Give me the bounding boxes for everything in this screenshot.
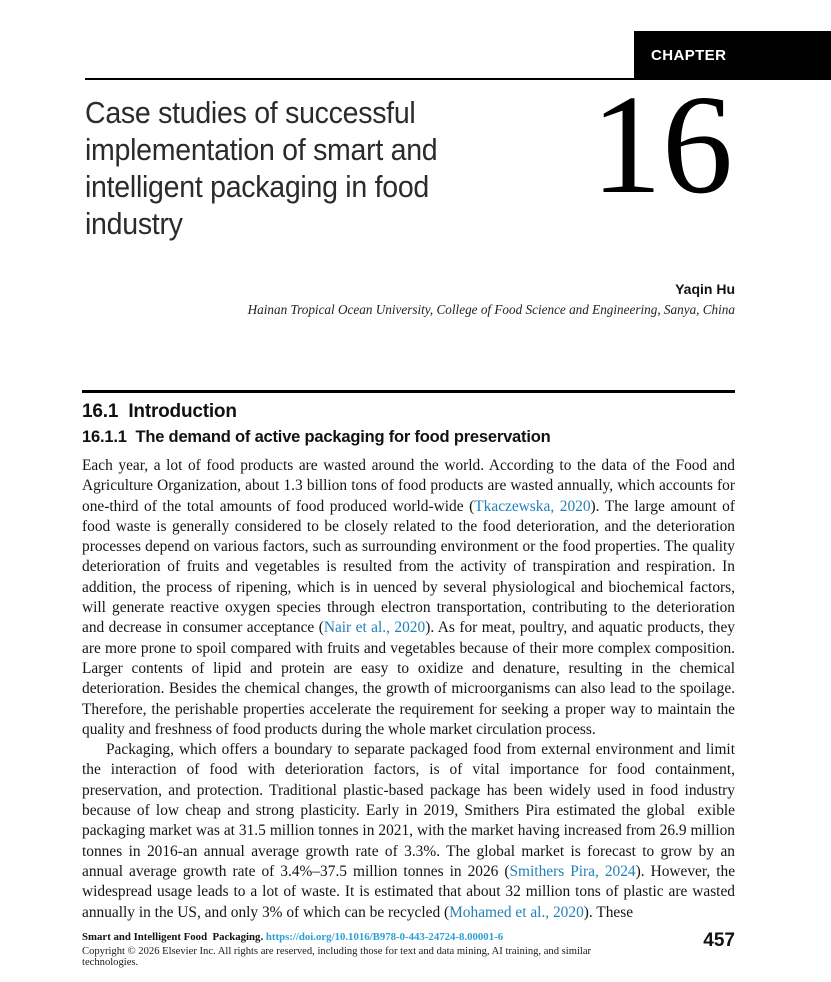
chapter-title-line: implementation of smart and xyxy=(85,132,438,167)
citation-link-mohamed-2020[interactable]: Mohamed et al., 2020 xyxy=(449,903,584,921)
paragraph-text: ). These xyxy=(583,903,634,921)
section-heading: 16.1 Introduction xyxy=(82,401,237,422)
citation-link-tkaczewska-2020[interactable]: Tkaczewska, 2020 xyxy=(474,497,591,515)
paragraph-text: Packaging, which offers a boundary to separate packaged food from external environment and limit the interaction of food with deterioration factors, is of vital importance for food containment, preservation, and protection. Traditional plastic-based package has been widely used in food industry because of low cheap and strong plasticity. Early in 2019, Smithers Pira estimated the global exible packaging market was at 31.5 million tonnes in 2021, with the market having increased from 26.9 million tonnes in 2016-an annual average growth rate of 3.3%. The global market is forecast to grow by an annual average growth rate of 3.4%–37.5 million tonnes in 2026 ( xyxy=(82,741,735,880)
chapter-title xyxy=(85,94,437,242)
footer-copyright: Copyright © 2026 Elsevier Inc. All rights are reserved, including those for text and data mining, AI training, and similar technologies. xyxy=(82,946,592,968)
chapter-title-line: Case studies of successful xyxy=(85,95,416,130)
footer-book-title: Smart and Intelligent Food Packaging. xyxy=(82,931,264,943)
author-affiliation: Hainan Tropical Ocean University, College of Food Science and Engineering, Sanya, China xyxy=(247,302,735,317)
chapter-number: 16 xyxy=(591,65,733,223)
paragraph-text: ). As for meat, poultry, and aquatic products, they are more prone to spoil compared with fruits and vegetables because of their more complex composition. Larger contents of lipid and protein are easy to oxidize and denature, resulting in the chemical deterioration. Besides the chemical changes, the growth of microorganisms can also lead to the spoilage. Therefore, the perishable properties accelerate the requirement for seeking a proper way to maintain the quality and freshness of food products during the whole market circulation process. xyxy=(82,619,735,738)
paragraph-text: ). The large amount of food waste is generally considered to be closely related to the food deterioration, and the deterioration processes depend on various factors, such as surrounding environment or the food properties. The quality deterioration of fruits and vegetables is resulted from the activity of transpiration and respiration. In addition, the process of ripening, which is in uenced by several physiological and biochemical factors, will generate reactive oxygen species through electron transportation, contributing to the deterioration and decrease in consumer acceptance ( xyxy=(82,497,736,637)
author-name: Yaqin Hu xyxy=(675,281,735,297)
body-content xyxy=(82,401,735,923)
doi-link[interactable]: https://doi.org/10.1016/B978-0-443-24724-8.00001-6 xyxy=(265,931,504,943)
chapter-title-line: intelligent packaging in food xyxy=(85,169,430,204)
section-divider-rule xyxy=(82,390,735,393)
paragraph-text: Each year, a lot of food products are wasted around the world. According to the data of the Food and Agriculture Organization, about 1.3 billion tons of food products are wasted annually, which accounts for one-third of the total amounts of food produced world-wide ( xyxy=(82,457,735,515)
footer-book-line xyxy=(82,931,647,943)
subsection-heading: 16.1.1 The demand of active packaging for food preservation xyxy=(82,428,551,446)
paragraph-2 xyxy=(82,740,735,923)
chapter-banner-label: CHAPTER xyxy=(651,47,727,64)
author-block xyxy=(248,281,735,318)
chapter-title-line: industry xyxy=(85,206,183,241)
paragraph-text: ). However, the widespread usage leads to a lot of waste. It is estimated that about 32 million tons of plastic are wasted annually in the US, and only 3% of which can be recycled ( xyxy=(82,862,736,921)
citation-link-nair-2020[interactable]: Nair et al., 2020 xyxy=(323,619,426,637)
paragraph-1 xyxy=(82,456,735,740)
citation-link-smithers-pira-2024[interactable]: Smithers Pira, 2024 xyxy=(509,862,636,880)
page-footer xyxy=(82,931,647,968)
page-number: 457 xyxy=(703,930,735,951)
